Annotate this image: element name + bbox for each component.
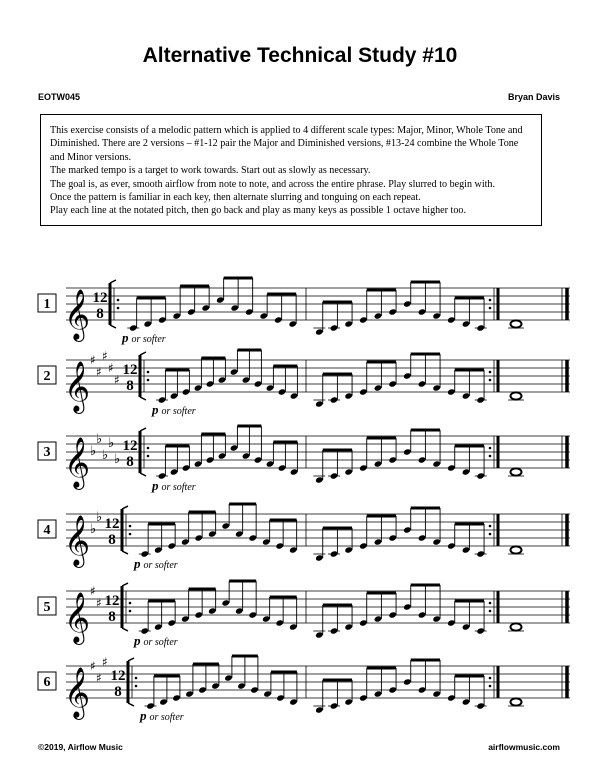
repeat-bracket-hook <box>140 473 146 476</box>
time-signature-top: 12 <box>104 593 120 609</box>
flat-icon: ♭ <box>96 432 103 447</box>
repeat-dot <box>489 455 492 458</box>
repeat-bracket-hook <box>122 583 128 586</box>
time-signature-top: 12 <box>122 362 138 378</box>
instruction-paragraph: Once the pattern is familiar in each key, then alternate slurring and tonguing on each repeat. <box>50 192 421 204</box>
repeat-dot <box>129 533 132 536</box>
line-number: 1 <box>43 297 51 312</box>
author-name: Bryan Davis <box>507 92 560 102</box>
staff-2 <box>38 349 570 417</box>
line-number: 3 <box>43 445 51 460</box>
sharp-icon: ♯ <box>90 659 96 673</box>
whole-note <box>511 623 522 630</box>
treble-clef-icon: 𝄞 <box>64 667 91 718</box>
time-signature-bottom: 8 <box>96 306 104 322</box>
repeat-bracket-hook <box>122 551 128 554</box>
flat-icon: ♭ <box>108 436 115 451</box>
line-number: 2 <box>43 369 51 384</box>
repeat-dot <box>489 447 492 450</box>
dynamic-piano: p <box>122 330 129 345</box>
repeat-dot <box>147 379 150 382</box>
staff-3 <box>38 426 570 493</box>
sharp-icon: ♯ <box>108 361 114 375</box>
repeat-dot <box>135 685 138 688</box>
repeat-bracket-hook <box>110 280 116 283</box>
dynamic-piano: p <box>134 556 141 571</box>
treble-clef-icon: 𝄞 <box>64 361 91 412</box>
staff-4 <box>38 504 570 571</box>
time-signature-bottom: 8 <box>114 684 122 700</box>
exercise-code: EOTW045 <box>38 92 81 102</box>
whole-note <box>511 698 522 705</box>
repeat-bracket-hook <box>140 352 146 355</box>
staff-6 <box>38 655 570 723</box>
flat-icon: ♭ <box>102 448 109 463</box>
line-number: 6 <box>43 675 51 690</box>
repeat-dot <box>489 525 492 528</box>
whole-note <box>511 320 522 327</box>
repeat-bracket-hook <box>140 397 146 400</box>
dynamic-text: or softer <box>161 482 196 493</box>
dynamic-piano: p <box>140 708 147 723</box>
staff-1 <box>38 278 570 345</box>
repeat-dot <box>489 379 492 382</box>
repeat-dot <box>489 371 492 374</box>
time-signature-top: 12 <box>122 438 138 454</box>
page-title: Alternative Technical Study #10 <box>142 44 458 67</box>
flat-icon: ♭ <box>114 452 121 467</box>
instruction-paragraph: The goal is, as ever, smooth airflow from note to note, and across the entire phrase. Play slurred to begin with. <box>50 178 496 190</box>
repeat-dot <box>129 525 132 528</box>
repeat-dot <box>129 602 132 605</box>
repeat-dot <box>489 677 492 680</box>
dynamic-marking <box>139 708 184 723</box>
line-number: 4 <box>43 523 51 538</box>
website-link[interactable]: airflowmusic.com <box>488 742 560 752</box>
treble-clef-icon: 𝄞 <box>64 289 91 340</box>
whole-note <box>511 546 522 553</box>
repeat-dot <box>147 371 150 374</box>
line-number: 5 <box>43 600 51 615</box>
time-signature-bottom: 8 <box>126 378 134 394</box>
flat-icon: ♭ <box>96 510 103 525</box>
dynamic-marking <box>133 556 178 571</box>
dynamic-text: or softer <box>149 712 184 723</box>
flat-icon: ♭ <box>90 444 97 459</box>
dynamic-text: or softer <box>161 406 196 417</box>
sharp-icon: ♯ <box>96 365 102 379</box>
flat-icon: ♭ <box>90 522 97 537</box>
time-signature-top: 12 <box>92 290 108 306</box>
sharp-icon: ♯ <box>90 584 96 598</box>
repeat-dot <box>117 299 120 302</box>
dynamic-piano: p <box>152 478 159 493</box>
repeat-bracket-hook <box>140 428 146 431</box>
dynamic-marking <box>121 330 166 345</box>
dynamic-piano: p <box>152 402 159 417</box>
dynamic-marking <box>151 478 196 493</box>
repeat-dot <box>489 602 492 605</box>
repeat-dot <box>147 455 150 458</box>
repeat-dot <box>489 610 492 613</box>
time-signature-top: 12 <box>110 668 126 684</box>
repeat-dot <box>147 447 150 450</box>
time-signature-bottom: 8 <box>108 609 116 625</box>
copyright-notice: ©2019, Airflow Music <box>38 742 123 752</box>
repeat-dot <box>489 533 492 536</box>
sharp-icon: ♯ <box>96 671 102 685</box>
sharp-icon: ♯ <box>102 655 108 669</box>
time-signature-top: 12 <box>104 516 120 532</box>
sharp-icon: ♯ <box>102 349 108 363</box>
repeat-dot <box>489 299 492 302</box>
treble-clef-icon: 𝄞 <box>64 437 91 488</box>
repeat-dot <box>117 307 120 310</box>
repeat-bracket-hook <box>128 658 134 661</box>
repeat-dot <box>135 677 138 680</box>
dynamic-marking <box>151 402 196 417</box>
staff-5 <box>38 581 570 648</box>
dynamic-marking <box>133 633 178 648</box>
dynamic-text: or softer <box>143 560 178 571</box>
repeat-dot <box>129 610 132 613</box>
sharp-icon: ♯ <box>114 373 120 387</box>
repeat-bracket-hook <box>128 703 134 706</box>
repeat-bracket-hook <box>110 325 116 328</box>
sharp-icon: ♯ <box>90 353 96 367</box>
dynamic-text: or softer <box>131 334 166 345</box>
repeat-dot <box>489 685 492 688</box>
treble-clef-icon: 𝄞 <box>64 515 91 566</box>
whole-note <box>511 392 522 399</box>
repeat-dot <box>489 307 492 310</box>
time-signature-bottom: 8 <box>108 532 116 548</box>
whole-note <box>511 468 522 475</box>
instruction-paragraph: The marked tempo is a target to work towards. Start out as slowly as necessary. <box>50 165 371 177</box>
instruction-paragraph: This exercise consists of a melodic pattern which is applied to 4 different scale types: Major, Minor, Whole Tone and Diminished. There are 2 versions – #1-12 pair the Major and Diminished versions, #13-24 combine the Whole Tone and Minor versions. <box>50 125 523 163</box>
treble-clef-icon: 𝄞 <box>64 592 91 643</box>
dynamic-text: or softer <box>143 637 178 648</box>
time-signature-bottom: 8 <box>126 454 134 470</box>
dynamic-piano: p <box>134 633 141 648</box>
repeat-bracket-hook <box>122 506 128 509</box>
repeat-bracket-hook <box>122 628 128 631</box>
sharp-icon: ♯ <box>96 596 102 610</box>
instruction-paragraph: Play each line at the notated pitch, then go back and play as many keys as possible 1 octave higher too. <box>50 205 466 217</box>
